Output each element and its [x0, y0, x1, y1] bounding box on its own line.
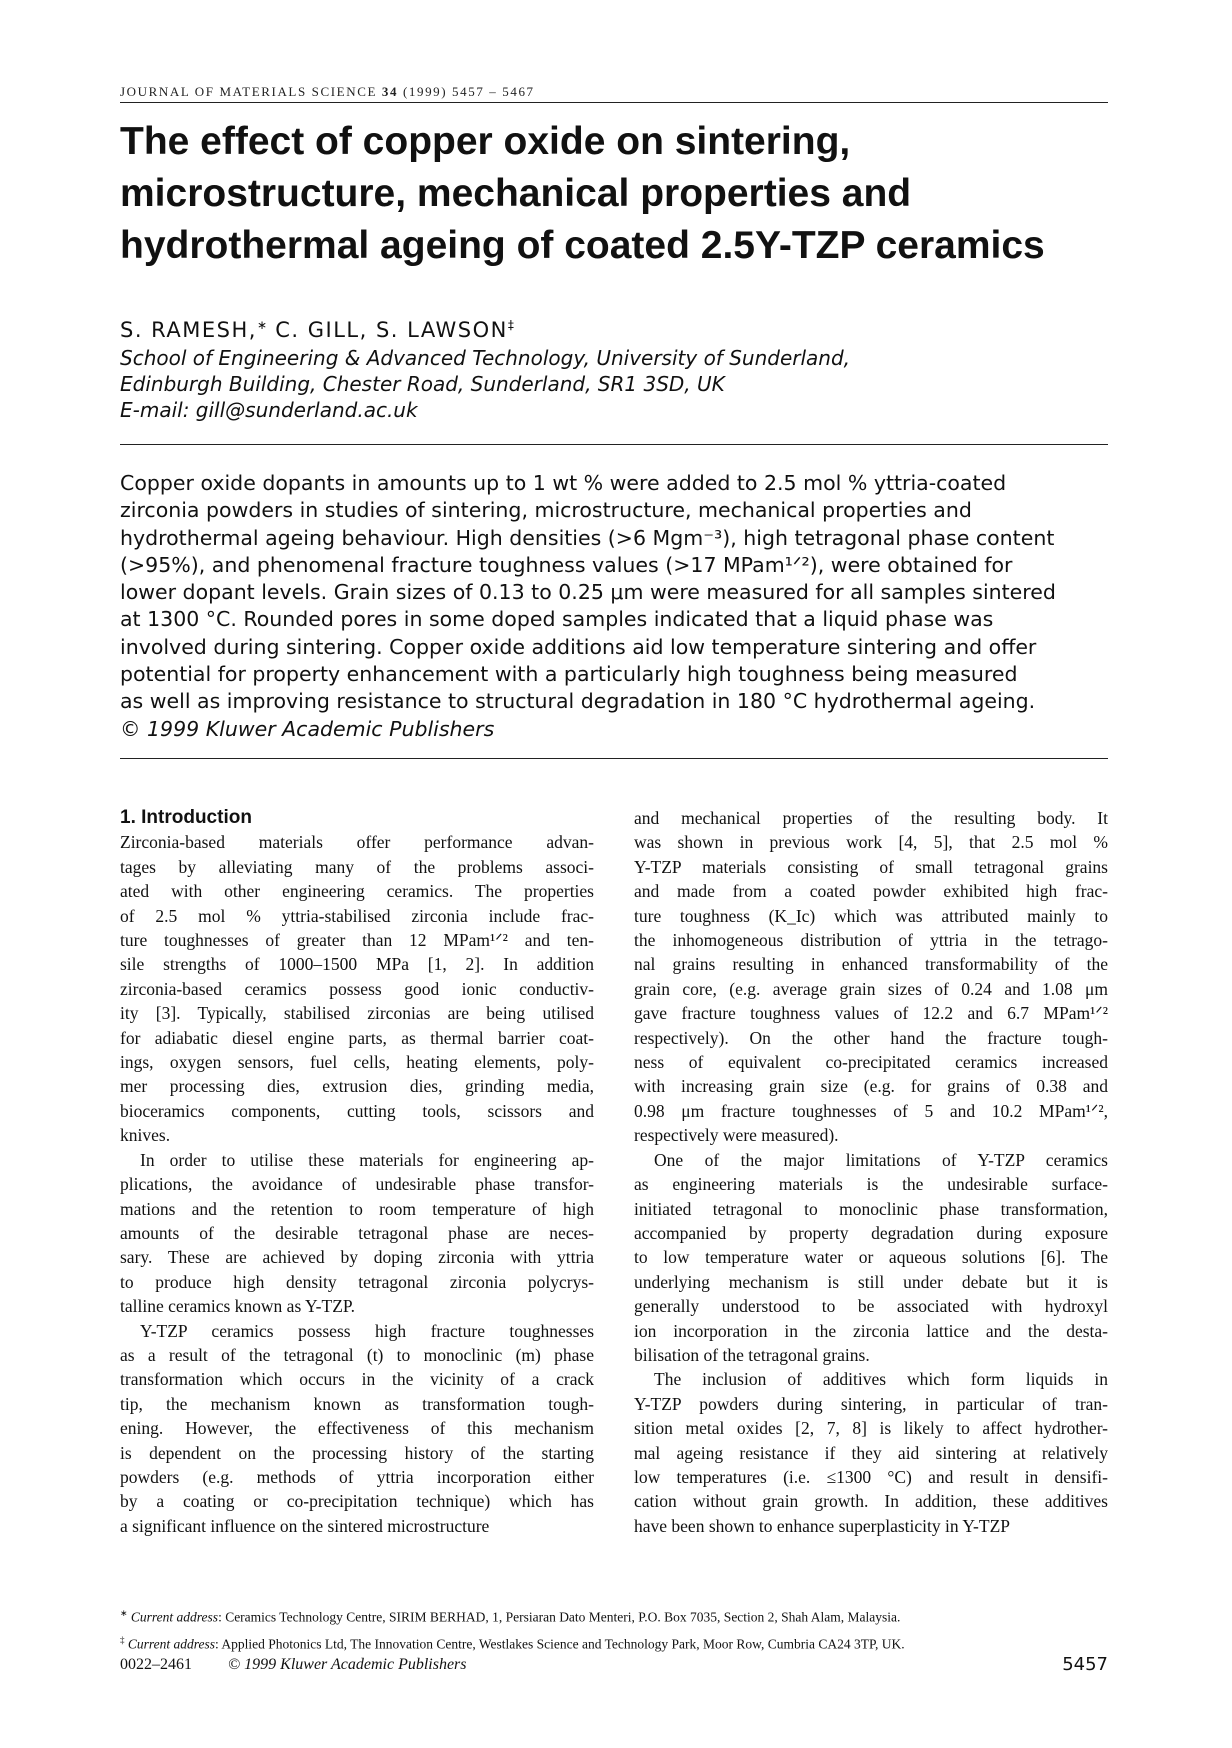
text-line: sile strengths of 1000–1500 MPa [1, 2]. In addition [120, 954, 594, 975]
affiliation-line: Edinburgh Building, Chester Road, Sunderland, SR1 3SD, UK [120, 372, 725, 396]
text-line: 0.98 μm fracture toughnesses of 5 and 10.2 MPam¹ᐟ², [634, 1100, 1108, 1121]
text-line: sition metal oxides [2, 7, 8] is likely to affect hydrother- [634, 1418, 1108, 1439]
abstract-copyright: © 1999 Kluwer Academic Publishers [120, 716, 495, 741]
text-line: as a result of the tetragonal (t) to monoclinic (m) phase [120, 1344, 594, 1365]
text-line: ings, oxygen sensors, fuel cells, heating elements, poly- [120, 1052, 594, 1073]
text-line: respectively were measured). [634, 1125, 839, 1146]
text-line: underlying mechanism is still under debate but it is [634, 1271, 1108, 1292]
footnote [120, 1602, 905, 1629]
issn: 0022–2461 [120, 1656, 192, 1673]
text-line: ness of equivalent co-precipitated ceramics increased [634, 1052, 1108, 1073]
text-line: have been shown to enhance superplasticity in Y-TZP [634, 1515, 1010, 1536]
abstract-line: Copper oxide dopants in amounts up to 1 wt % were added to 2.5 mol % yttria-coated [120, 471, 1007, 495]
footnote-mark: ‡ [507, 318, 514, 332]
title-line: hydrothermal ageing of coated 2.5Y-TZP ceramics [120, 224, 1045, 267]
abstract-line: zirconia powders in studies of sintering, microstructure, mechanical properties and [120, 498, 972, 523]
text-line: mal ageing resistance if they aid sintering at relatively [634, 1442, 1108, 1463]
affiliation-email: E-mail: gill@sunderland.ac.uk [120, 398, 418, 422]
abstract [120, 470, 1108, 743]
abstract-line: lower dopant levels. Grain sizes of 0.13 to 0.25 μm were measured for all samples sintered [120, 580, 1056, 605]
footnote-mark: ∗ [256, 318, 268, 332]
abstract-line: as well as improving resistance to structural degradation in 180 °C hydrothermal ageing. [120, 689, 1036, 714]
text-line: ture toughness (K_Ic) which was attributed mainly to [634, 905, 1108, 926]
footnotes [120, 1602, 905, 1655]
text-line: bioceramics components, cutting tools, scissors and [120, 1100, 594, 1121]
body-paragraph [120, 1319, 594, 1539]
text-line: Zirconia-based materials offer performance advan- [120, 832, 594, 853]
running-head [120, 84, 535, 100]
text-line: knives. [120, 1125, 171, 1146]
text-line: In order to utilise these materials for engineering ap- [140, 1149, 594, 1170]
body-paragraph [120, 1148, 594, 1319]
text-line: talline ceramics known as Y-TZP. [120, 1296, 356, 1317]
text-line: and made from a coated powder exhibited high frac- [634, 881, 1108, 902]
page-number: 5457 [1062, 1654, 1108, 1675]
text-line: ated with other engineering ceramics. The properties [120, 881, 594, 902]
left-column [120, 806, 594, 1538]
footnote-text: : Ceramics Technology Centre, SIRIM BERHAD, 1, Persiaran Dato Menteri, P.O. Box 7035, Section 2, Shah Alam, Malaysia. [218, 1609, 901, 1625]
journal-volume: 34 [381, 84, 399, 99]
body-paragraph [634, 1148, 1108, 1368]
text-line: by a coating or co-precipitation technique) which has [120, 1491, 594, 1512]
text-line: ture toughnesses of greater than 12 MPam¹ᐟ² and ten- [120, 930, 594, 951]
text-line: zirconia-based ceramics possess good ionic conductiv- [120, 978, 594, 999]
journal-name: JOURNAL OF MATERIALS SCIENCE [120, 84, 378, 99]
text-line: The inclusion of additives which form liquids in [654, 1369, 1108, 1390]
text-line: with increasing grain size (e.g. for grains of 0.38 and [634, 1076, 1108, 1097]
text-line: gave fracture toughness values of 12.2 and 6.7 MPam¹ᐟ² [634, 1003, 1108, 1024]
text-line: as engineering materials is the undesirable surface- [634, 1174, 1108, 1195]
text-line: the inhomogeneous distribution of yttria in the tetrago- [634, 930, 1108, 951]
footnote-mark: ‡ [120, 1634, 125, 1645]
text-line: powders (e.g. methods of yttria incorporation either [120, 1466, 594, 1487]
text-line: sary. These are achieved by doping zirconia with yttria [120, 1247, 594, 1268]
text-line: and mechanical properties of the resulting body. It [634, 808, 1108, 828]
affiliation-line: School of Engineering & Advanced Technology, University of Sunderland, [120, 346, 851, 370]
affiliation [120, 345, 850, 423]
abstract-top-rule [120, 444, 1108, 445]
abstract-bottom-rule [120, 758, 1108, 759]
text-line: ion incorporation in the zirconia lattice and the desta- [634, 1320, 1108, 1341]
text-line: Y-TZP powders during sintering, in particular of tran- [634, 1393, 1108, 1414]
text-line: amounts of the desirable tetragonal phase are neces- [120, 1222, 594, 1243]
author-name: C. GILL, S. LAWSON [267, 318, 508, 342]
abstract-line: at 1300 °C. Rounded pores in some doped samples indicated that a liquid phase was [120, 607, 994, 632]
footnote-text: : Applied Photonics Ltd, The Innovation Centre, Westlakes Science and Technology Park, Moor Row, Cumbria CA24 3TP, UK. [215, 1636, 905, 1651]
text-line: transformation which occurs in the vicinity of a crack [120, 1369, 594, 1390]
text-line: nal grains resulting in enhanced transformability of the [634, 954, 1108, 975]
footer-publisher: © 1999 Kluwer Academic Publishers [228, 1656, 467, 1673]
text-line: of 2.5 mol % yttria-stabilised zirconia include frac- [120, 905, 594, 926]
text-line: a significant influence on the sintered microstructure [120, 1515, 490, 1536]
text-line: is dependent on the processing history of the starting [120, 1442, 594, 1463]
text-line: respectively). On the other hand the fracture tough- [634, 1027, 1108, 1048]
article-title [120, 116, 1108, 272]
abstract-line: hydrothermal ageing behaviour. High densities (>6 Mgm⁻³), high tetragonal phase content [120, 525, 1055, 550]
text-line: was shown in previous work [4, 5], that 2.5 mol % [634, 832, 1108, 853]
title-line: The effect of copper oxide on sintering, [120, 120, 851, 163]
title-line: microstructure, mechanical properties and [120, 172, 912, 215]
footnote-label: Current address [127, 1636, 216, 1651]
text-line: grain core, (e.g. average grain sizes of 0.24 and 1.08 μm [634, 978, 1108, 999]
text-line: One of the major limitations of Y-TZP ceramics [654, 1149, 1108, 1170]
footnote [120, 1629, 905, 1656]
text-line: tip, the mechanism known as transformation tough- [120, 1393, 594, 1414]
text-line: ening. However, the effectiveness of this mechanism [120, 1418, 594, 1439]
text-line: mations and the retention to room temperature of high [120, 1198, 594, 1219]
journal-year-pages: (1999) 5457 – 5467 [402, 84, 535, 99]
text-line: ity [3]. Typically, stabilised zirconias are being utilised [120, 1003, 594, 1024]
abstract-line: (>95%), and phenomenal fracture toughness values (>17 MPam¹ᐟ²), were obtained for [120, 552, 1013, 577]
text-line: cation without grain growth. In addition, these additives [634, 1491, 1108, 1512]
right-column [634, 806, 1108, 1538]
abstract-line: involved during sintering. Copper oxide additions aid low temperature sintering and offer [120, 634, 1037, 659]
author-name: S. RAMESH, [120, 318, 257, 342]
text-line: low temperatures (i.e. ≤1300 °C) and result in densifi- [634, 1466, 1108, 1487]
text-line: generally understood to be associated with hydroxyl [634, 1296, 1108, 1317]
abstract-line: potential for property enhancement with a particularly high toughness being measured [120, 662, 1018, 687]
text-line: mer processing dies, extrusion dies, grinding media, [120, 1076, 594, 1097]
body-paragraph [634, 1367, 1108, 1538]
body-paragraph [634, 806, 1108, 1148]
text-line: accompanied by property degradation during exposure [634, 1222, 1108, 1243]
text-line: Y-TZP ceramics possess high fracture toughnesses [140, 1320, 594, 1341]
footnote-label: Current address [130, 1609, 219, 1625]
text-line: to produce high density tetragonal zirconia polycrys- [120, 1271, 594, 1292]
header-rule [120, 102, 1108, 103]
text-line: bilisation of the tetragonal grains. [634, 1344, 870, 1365]
text-line: tages by alleviating many of the problems associ- [120, 856, 594, 877]
body-paragraph [120, 830, 594, 1147]
text-line: initiated tetragonal to monoclinic phase transformation, [634, 1198, 1108, 1219]
text-line: for adiabatic diesel engine parts, as thermal barrier coat- [120, 1027, 594, 1048]
section-heading: 1. Introduction [120, 807, 252, 828]
text-line: Y-TZP materials consisting of small tetragonal grains [634, 856, 1108, 877]
text-line: plications, the avoidance of undesirable phase transfor- [120, 1174, 594, 1195]
text-line: to low temperature water or aqueous solutions [6]. The [634, 1247, 1108, 1268]
author-list [120, 318, 514, 342]
footnote-mark: ∗ [120, 1608, 128, 1618]
